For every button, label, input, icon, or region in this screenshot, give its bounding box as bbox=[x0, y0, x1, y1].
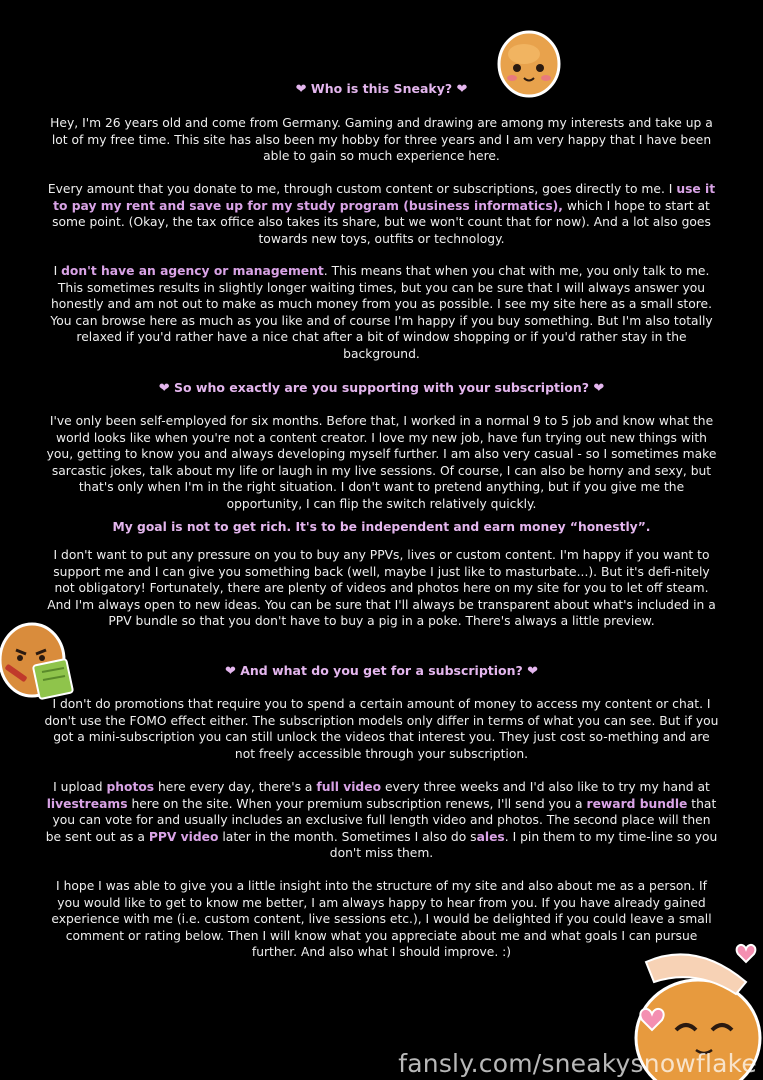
text-span: I upload bbox=[53, 780, 107, 794]
paragraph-intro: Hey, I'm 26 years old and come from Germany. Gaming and drawing are among my interests and take up a lot of my free time. This site has also been my hobby for three years and I am very happy that I have been able to gain so much experience here. bbox=[50, 116, 713, 164]
paragraph-self-employed: I've only been self-employed for six months. Before that, I worked in a normal 9 to 5 job and know what the world looks like when you're not a content creator. I love my new job, have fun trying out new things with you, getting to know you and always developing myself further. I am also very casual - so I sometimes make sarcastic jokes, talk about my life or laugh in my live sessions. Of course, I can also be horny and sexy, but that's only when I'm in the right situation. I don't want to pretend anything, but if you give me the opportunity, I can flip the switch relatively quickly. bbox=[46, 414, 717, 511]
paragraph-no-promotions: I don't do promotions that require you to spend a certain amount of money to access my content or chat. I don't use the FOMO effect either. The subscription models only differ in terms of what you can see. But if you got a mini-subscription you can still unlock the videos that interest you. They just cost so-mething and are not freely accessible through your subscription. bbox=[44, 697, 719, 761]
bold-span: PPV video bbox=[148, 829, 219, 844]
paragraph-closing: I hope I was able to give you a little insight into the structure of my site and also about me as a person. If you would like to get to know me better, I am always happy to hear from you. If you have already gained experience with me (i.e. custom content, live sessions etc.), I would be delighted if you could leave a small comment or rating below. Then I will know what you appreciate about me and what goals I can pursue further. And also what I should improve. :) bbox=[51, 879, 712, 960]
heading-text: And what do you get for a subscription? bbox=[240, 663, 523, 678]
paragraph-no-pressure: I don't want to put any pressure on you to buy any PPVs, lives or custom content. I'm happy if you want to support me and I can give you something back (well, maybe I just like to masturbate...). But it's defi-nitely not obligatory! Fortunately, there are plenty of videos and photos here on my site for you to let off steam. And I'm always open to new ideas. You can be sure that I'll always be transparent about what's included in a PPV bundle so that you don't have to buy a pig in a poke. There's always a little preview. bbox=[47, 548, 716, 629]
goal-statement: My goal is not to get rich. It's to be independent and earn money “honestly”. bbox=[112, 520, 651, 534]
paragraph-no-agency bbox=[44, 263, 719, 363]
text-span: that you can vote for and usually includes an exclusive full length video and photos. The second place will then be sent out as a bbox=[45, 796, 717, 844]
bold-span: photos bbox=[106, 780, 155, 794]
bold-span: livestreams bbox=[46, 796, 128, 811]
heart-icon: ❤ bbox=[224, 664, 236, 679]
text-span: . This means that when you chat with me, you only talk to me. This sometimes results in slightly longer waiting times, but you can be sure that I will always answer you honestly and am not out to make as much money from you as possible. I see my site here as a small store. You can browse here as much as you like and of course I'm happy if you buy something. But I'm also totally relaxed if you'd rather have a nice chat after a bit of window shopping or if you'd rather stay in the background. bbox=[50, 264, 713, 361]
heading-text: Who is this Sneaky? bbox=[310, 81, 453, 96]
text-span: . I pin them to my time-line so you don't miss them. bbox=[329, 829, 718, 861]
text-span: which I hope to start at some point. (Okay, the tax office also takes its share, but we won't count that for now). And a lot also goes towards new toys, outfits or technology. bbox=[52, 198, 711, 246]
bold-span: use it to pay my rent and save up for my study program (business informatics), bbox=[53, 182, 716, 213]
text-span: here on the site. When your premium subscription renews, I'll send you a bbox=[127, 796, 587, 811]
heart-icon: ❤ bbox=[593, 381, 605, 396]
text-span: Every amount that you donate to me, through custom content or subscriptions, goes directly to me. I bbox=[47, 182, 677, 196]
heading-what-you-get bbox=[0, 663, 763, 679]
heading-who-is-sneaky bbox=[0, 81, 763, 97]
watermark: fansly.com/sneakysnowflake bbox=[398, 1049, 757, 1078]
heading-who-supporting bbox=[0, 380, 763, 396]
potato-notepad-sticker bbox=[0, 618, 76, 700]
paragraph-content-schedule bbox=[44, 779, 719, 862]
heart-icon: ❤ bbox=[158, 381, 170, 396]
text-span: I bbox=[53, 264, 62, 278]
heading-text: So who exactly are you supporting with your subscription? bbox=[173, 380, 590, 395]
paragraph-donations bbox=[44, 181, 719, 247]
text-span: every three weeks and I'd also like to try my hand at bbox=[381, 780, 710, 794]
heart-icon: ❤ bbox=[527, 664, 539, 679]
text-span: here every day, there's a bbox=[154, 780, 317, 794]
bold-span: ales bbox=[476, 829, 505, 844]
heart-icon: ❤ bbox=[456, 82, 468, 97]
bold-span: reward bundle bbox=[586, 796, 688, 811]
heart-icon: ❤ bbox=[295, 82, 307, 97]
bold-span: full video bbox=[316, 780, 382, 794]
text-span: later in the month. Sometimes I also do s bbox=[218, 829, 477, 844]
bold-span: don't have an agency or management bbox=[61, 264, 324, 278]
